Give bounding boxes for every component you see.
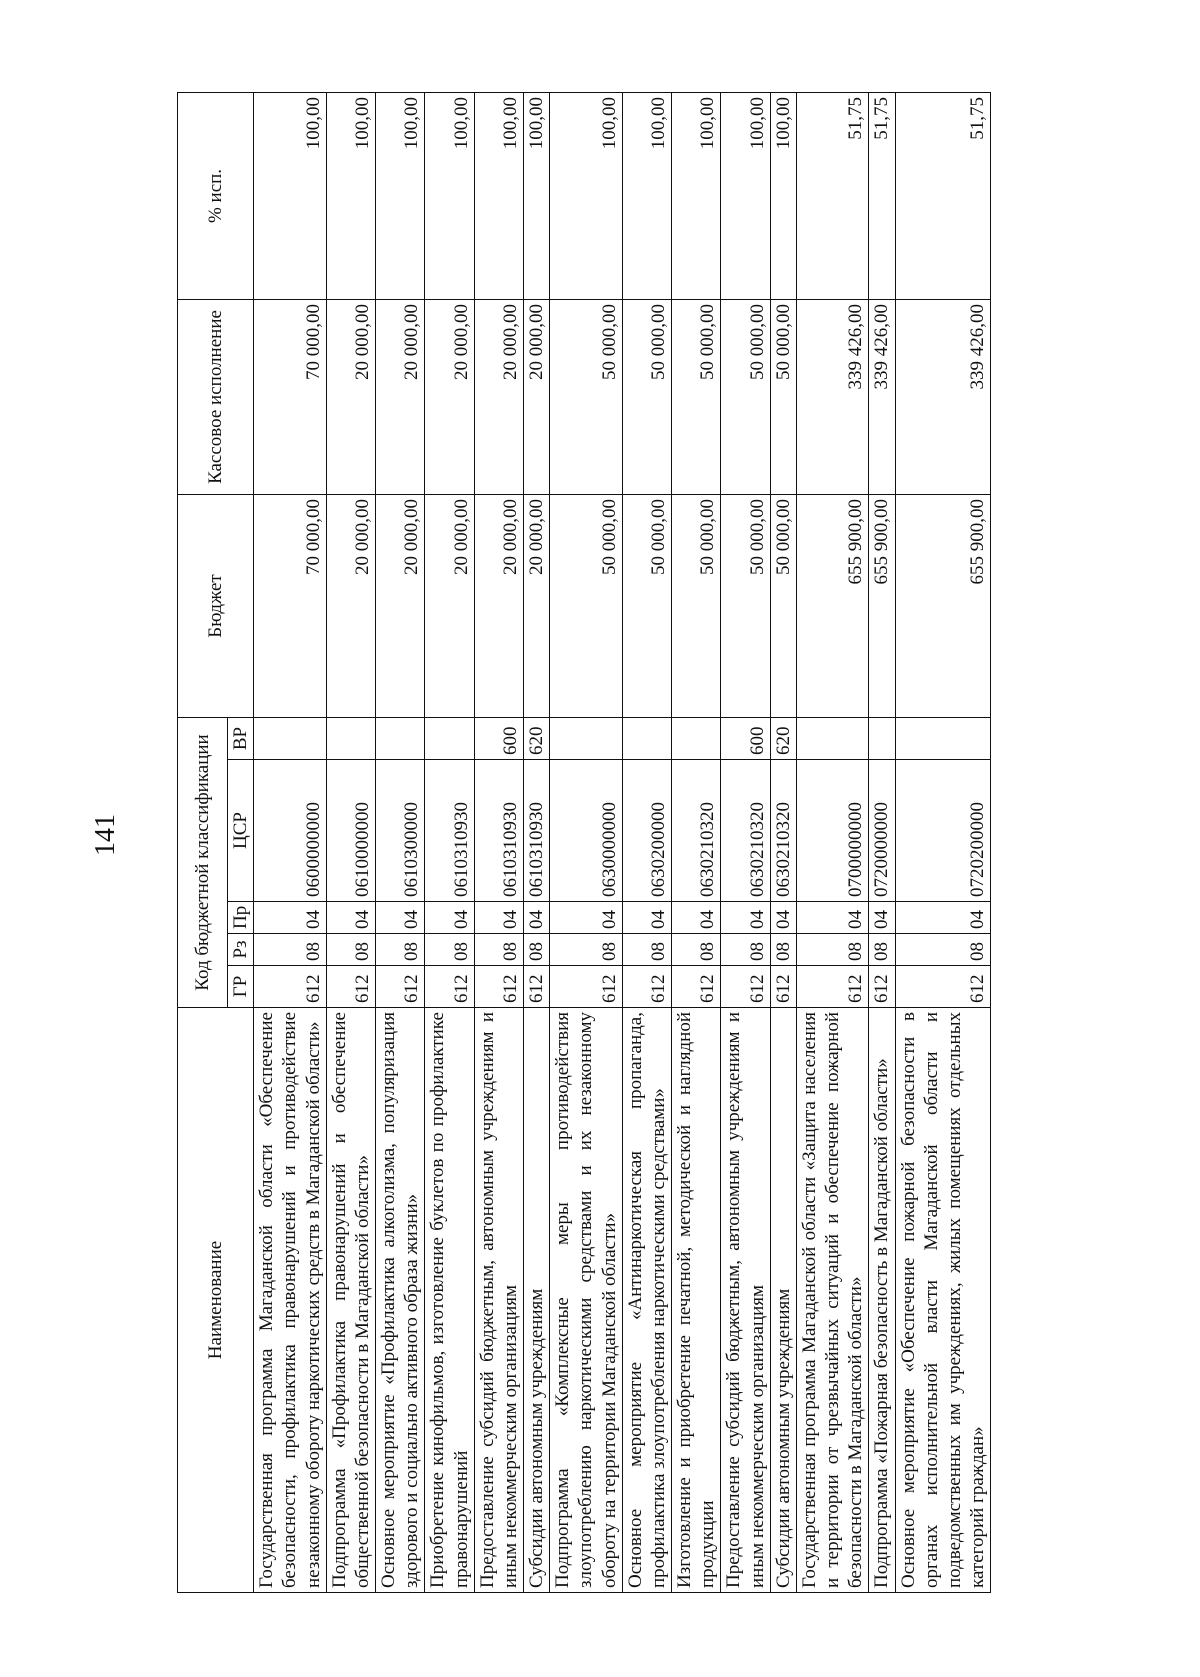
table-row [672,92,721,1592]
row-name: Основное мероприятие «Обеспечение пожарной безопасности в органах исполнительной власти Магаданской области и подведомственных им учреждениях, жилых помещениях отдельных категорий граждан» [895,1008,991,1593]
page-number: 141 [90,814,121,856]
row-csr: 0610310930 [425,760,474,902]
row-gr: 612 [524,966,550,1008]
table-row [550,92,623,1592]
row-execution: 20 000,00 [376,299,425,494]
row-gr: 612 [376,966,425,1008]
row-rz: 08 [672,934,721,966]
row-execution: 50 000,00 [622,299,671,494]
row-csr: 0720200000 [895,760,991,902]
row-execution: 20 000,00 [425,299,474,494]
row-name: Изготовление и приобретение печатной, методической и наглядной продукции [672,1008,721,1593]
row-name: Государственная программа Магаданской области «Защита населения и территории от чрезвычайных ситуаций и обеспечение пожарной безопасности в Магаданской области» [796,1008,869,1593]
row-gr: 612 [721,966,770,1008]
row-vr [796,717,869,759]
row-pr: 04 [474,902,523,934]
row-execution: 20 000,00 [326,299,375,494]
row-execution: 50 000,00 [550,299,623,494]
row-pr: 04 [895,902,991,934]
header-rz: Рз [228,934,254,966]
row-budget: 20 000,00 [376,494,425,717]
row-rz: 08 [474,934,523,966]
row-budget: 20 000,00 [474,494,523,717]
row-percent: 100,00 [672,92,721,299]
row-vr [622,717,671,759]
row-pr: 04 [796,902,869,934]
row-gr: 612 [622,966,671,1008]
row-gr: 612 [474,966,523,1008]
row-gr: 612 [326,966,375,1008]
row-rz: 08 [770,934,796,966]
row-budget: 655 900,00 [869,494,895,717]
row-vr [376,717,425,759]
row-name: Государственная программа Магаданской области «Обеспечение безопасности, профилактика правонарушений и противодействие незаконному обороту наркотических средств в Магаданской области» [254,1008,327,1593]
row-pr: 04 [770,902,796,934]
row-name: Подпрограмма «Профилактика правонарушений и обеспечение общественной безопасности в Магаданской области» [326,1008,375,1593]
row-budget: 50 000,00 [770,494,796,717]
row-percent: 51,75 [895,92,991,299]
row-percent: 100,00 [770,92,796,299]
budget-table-rotated [177,93,989,1593]
row-execution: 50 000,00 [721,299,770,494]
row-vr [869,717,895,759]
row-csr: 0630000000 [550,760,623,902]
row-execution: 339 426,00 [895,299,991,494]
row-percent: 100,00 [721,92,770,299]
row-pr: 04 [376,902,425,934]
row-rz: 08 [425,934,474,966]
row-execution: 50 000,00 [770,299,796,494]
row-name: Субсидии автономным учреждениям [524,1008,550,1593]
row-execution: 20 000,00 [474,299,523,494]
row-gr: 612 [672,966,721,1008]
row-gr: 612 [770,966,796,1008]
row-gr: 612 [254,966,327,1008]
row-rz: 08 [326,934,375,966]
header-code-group: Код бюджетной классификации [178,717,228,1007]
row-gr: 612 [869,966,895,1008]
row-vr [895,717,991,759]
row-gr: 612 [550,966,623,1008]
row-percent: 100,00 [425,92,474,299]
row-vr [254,717,327,759]
row-pr: 04 [550,902,623,934]
row-csr: 0610310930 [474,760,523,902]
row-rz: 08 [796,934,869,966]
row-budget: 70 000,00 [254,494,327,717]
row-execution: 70 000,00 [254,299,327,494]
row-execution: 339 426,00 [869,299,895,494]
row-csr: 0610000000 [326,760,375,902]
table-row [796,92,869,1592]
row-vr: 600 [474,717,523,759]
header-row-top [178,92,228,1592]
header-name: Наименование [178,1008,254,1593]
budget-table [177,92,991,1593]
row-pr: 04 [721,902,770,934]
row-csr: 0610300000 [376,760,425,902]
row-pr: 04 [326,902,375,934]
table-row [254,92,327,1592]
table-row [474,92,523,1592]
row-name: Основное мероприятие «Антинаркотическая пропаганда, профилактика злоупотребления наркотическими средствами» [622,1008,671,1593]
row-name: Подпрограмма «Комплексные меры противодействия злоупотреблению наркотическими средствами и их незаконному обороту на территории Магаданской области» [550,1008,623,1593]
row-percent: 100,00 [376,92,425,299]
row-budget: 655 900,00 [895,494,991,717]
table-row [376,92,425,1592]
row-execution: 339 426,00 [796,299,869,494]
row-vr: 620 [524,717,550,759]
row-budget: 50 000,00 [672,494,721,717]
row-rz: 08 [869,934,895,966]
row-name: Субсидии автономным учреждениям [770,1008,796,1593]
table-row [622,92,671,1592]
row-vr [326,717,375,759]
row-percent: 51,75 [796,92,869,299]
row-gr: 612 [895,966,991,1008]
table-row [869,92,895,1592]
row-csr: 0630210320 [672,760,721,902]
row-name: Основное мероприятие «Профилактика алкоголизма, популяризация здорового и социально активного образа жизни» [376,1008,425,1593]
row-csr: 0720000000 [869,760,895,902]
table-row [721,92,770,1592]
table-row [524,92,550,1592]
row-percent: 100,00 [550,92,623,299]
row-vr: 620 [770,717,796,759]
table-row [425,92,474,1592]
row-rz: 08 [254,934,327,966]
row-pr: 04 [425,902,474,934]
row-name: Предоставление субсидий бюджетным, автономным учреждениям и иным некоммерческим организациям [474,1008,523,1593]
row-rz: 08 [622,934,671,966]
row-budget: 655 900,00 [796,494,869,717]
row-percent: 100,00 [326,92,375,299]
row-pr: 04 [524,902,550,934]
row-vr [425,717,474,759]
row-pr: 04 [672,902,721,934]
row-csr: 0630210320 [721,760,770,902]
row-budget: 50 000,00 [721,494,770,717]
row-pr: 04 [869,902,895,934]
header-budget: Бюджет [178,494,254,717]
row-budget: 20 000,00 [524,494,550,717]
row-vr [672,717,721,759]
row-pr: 04 [622,902,671,934]
row-budget: 20 000,00 [425,494,474,717]
row-percent: 100,00 [254,92,327,299]
row-name: Подпрограмма «Пожарная безопасность в Магаданской области» [869,1008,895,1593]
table-row [326,92,375,1592]
row-csr: 0600000000 [254,760,327,902]
row-rz: 08 [376,934,425,966]
row-vr: 600 [721,717,770,759]
row-percent: 100,00 [474,92,523,299]
row-percent: 100,00 [524,92,550,299]
table-row [770,92,796,1592]
row-percent: 51,75 [869,92,895,299]
row-csr: 0630200000 [622,760,671,902]
table-row [895,92,991,1592]
row-csr: 0630210320 [770,760,796,902]
header-gr: ГР [228,966,254,1008]
header-pr: Пр [228,902,254,934]
row-vr [550,717,623,759]
row-pr: 04 [254,902,327,934]
row-execution: 50 000,00 [672,299,721,494]
row-percent: 100,00 [622,92,671,299]
header-vr: ВР [228,717,254,759]
row-budget: 50 000,00 [622,494,671,717]
row-gr: 612 [425,966,474,1008]
row-rz: 08 [524,934,550,966]
row-name: Предоставление субсидий бюджетным, автономным учреждениям и иным некоммерческим организациям [721,1008,770,1593]
row-csr: 0700000000 [796,760,869,902]
row-rz: 08 [550,934,623,966]
row-budget: 20 000,00 [326,494,375,717]
header-csr: ЦСР [228,760,254,902]
header-execution: Кассовое исполнение [178,299,254,494]
row-name: Приобретение кинофильмов, изготовление буклетов по профилактике правонарушений [425,1008,474,1593]
row-csr: 0610310930 [524,760,550,902]
row-gr: 612 [796,966,869,1008]
row-rz: 08 [895,934,991,966]
row-budget: 50 000,00 [550,494,623,717]
row-execution: 20 000,00 [524,299,550,494]
row-rz: 08 [721,934,770,966]
header-percent: % исп. [178,92,254,299]
